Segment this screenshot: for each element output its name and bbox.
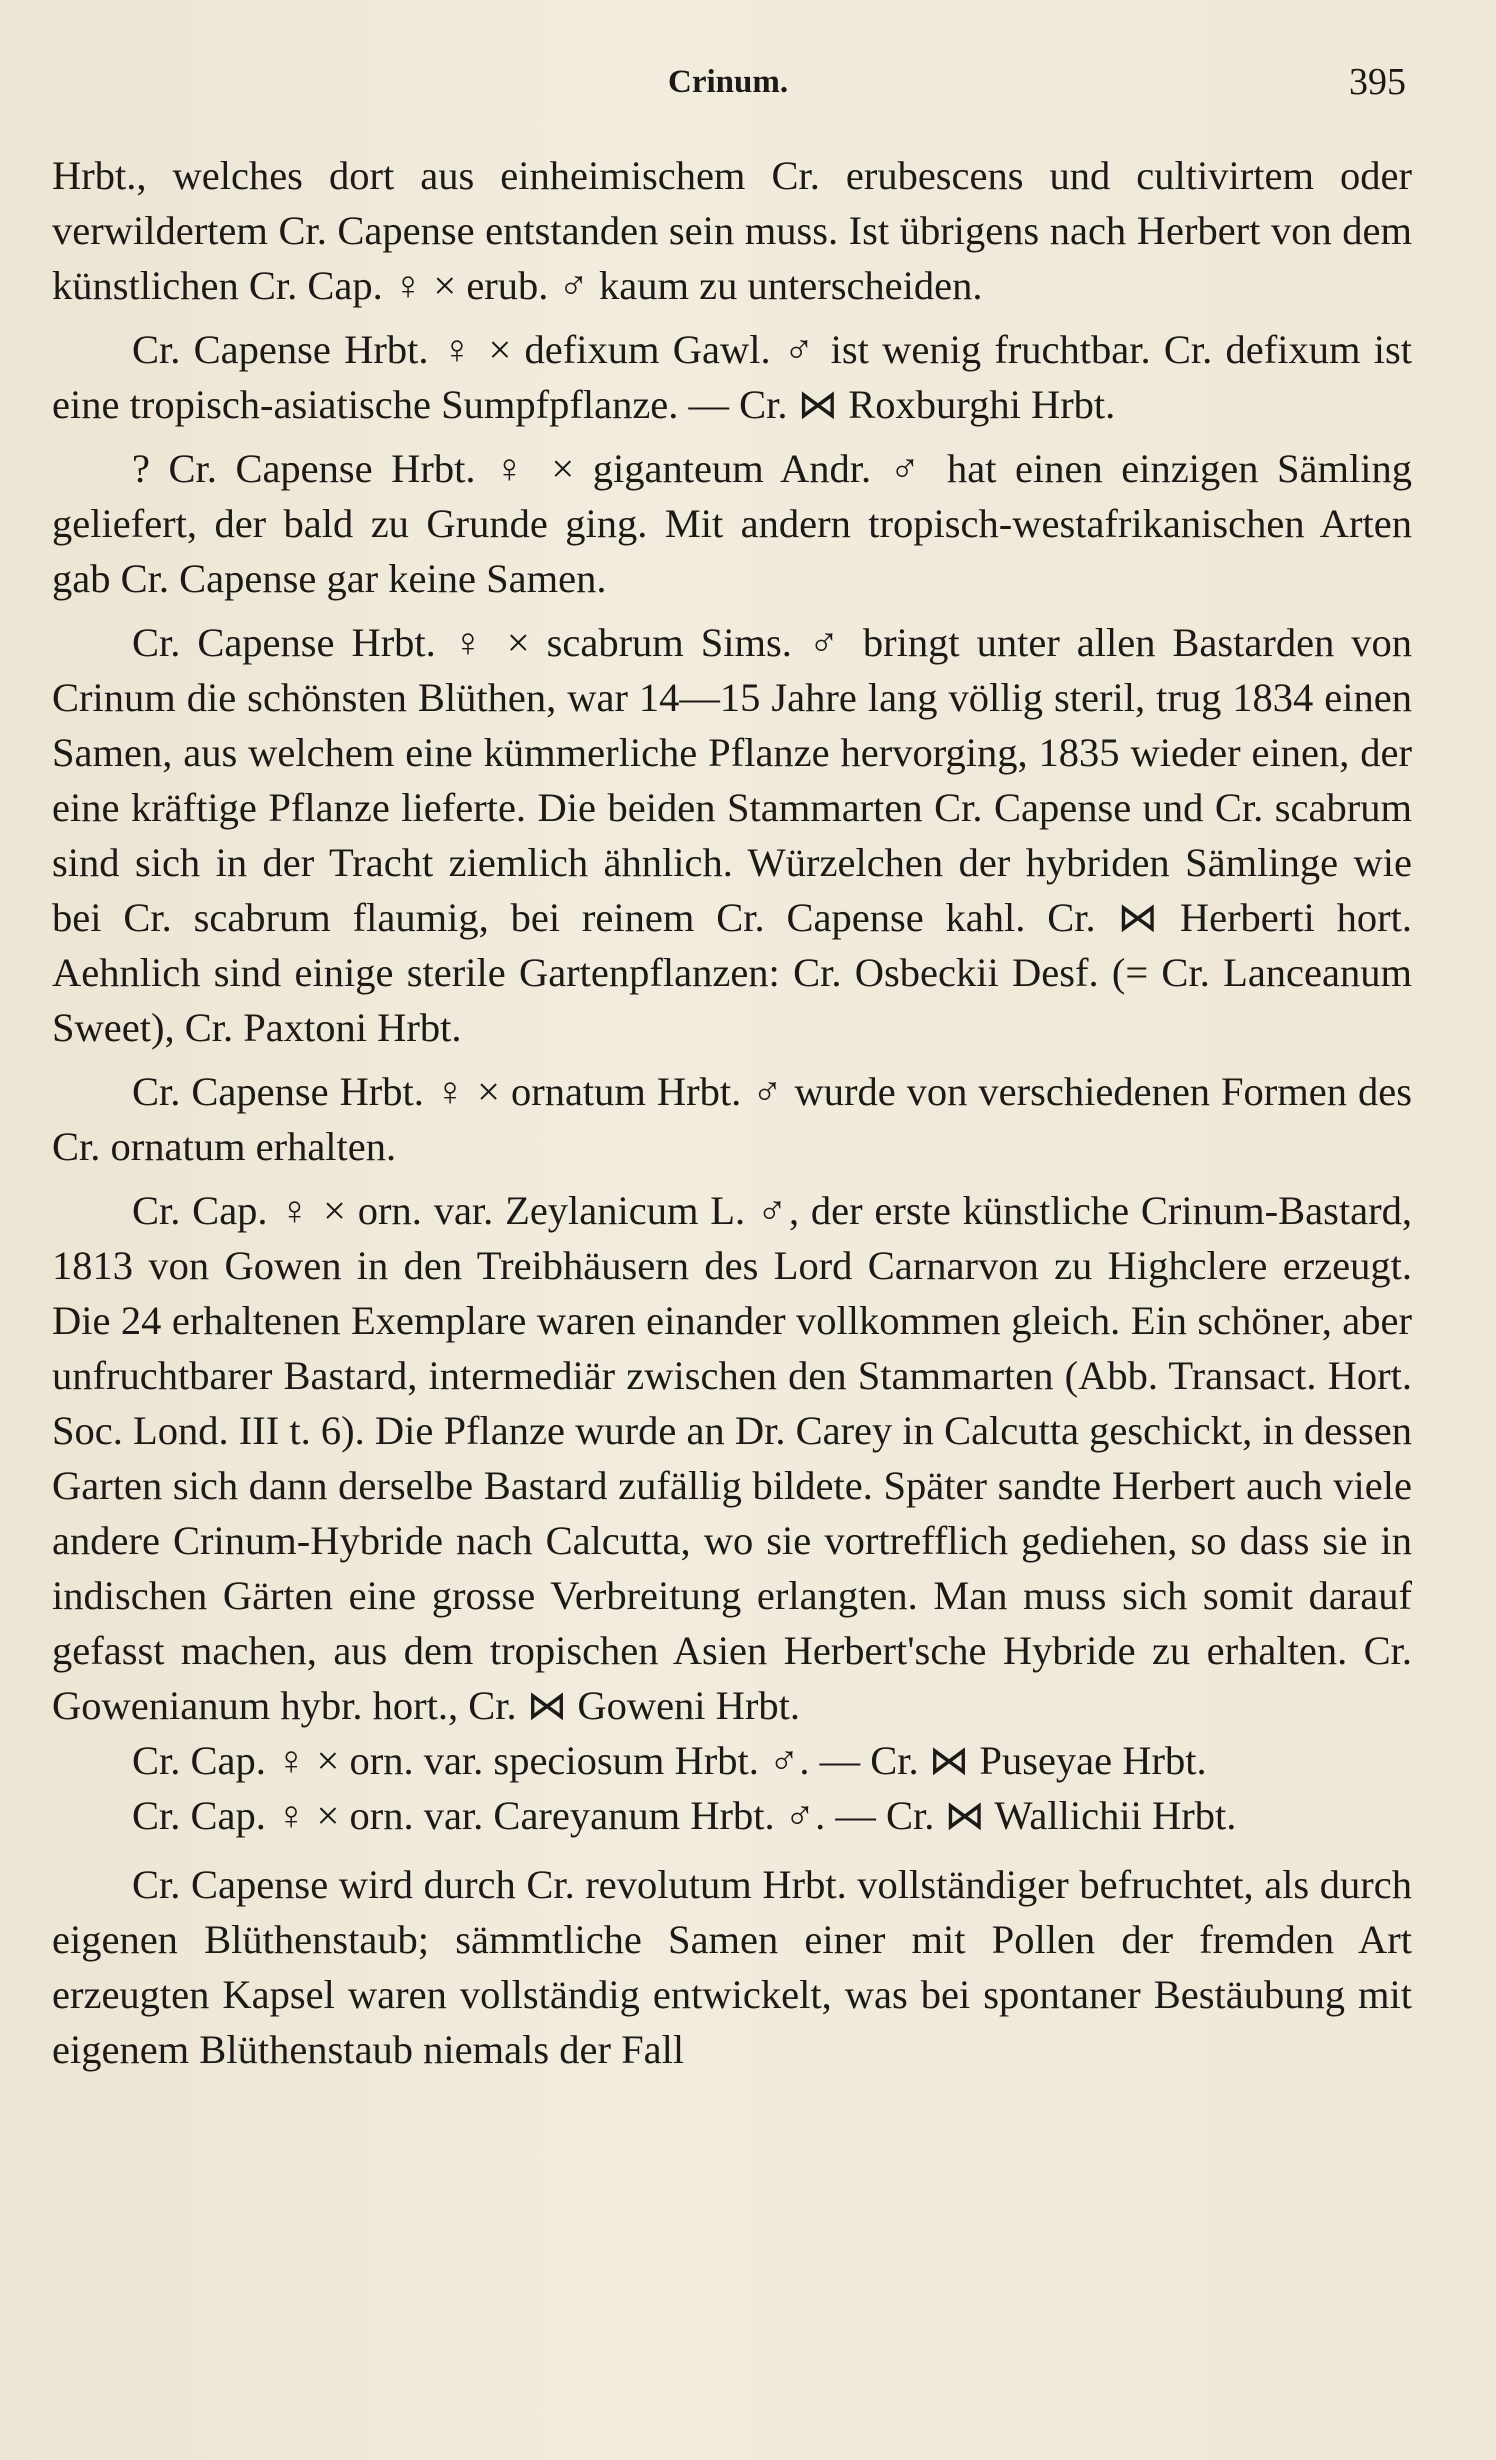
running-head-title: Crinum. <box>668 64 789 100</box>
paragraph: ? Cr. Capense Hrbt. ♀ × giganteum Andr. ♂ hat einen einzigen Sämling geliefert, der bald zu Grunde ging. Mit andern tropisch-westafrikanischen Arten gab Cr. Capense gar keine Samen. <box>52 446 1412 601</box>
paragraph: Cr. Cap. ♀ × orn. var. speciosum Hrbt. ♂. — Cr. ⋈ Puseyae Hrbt. <box>132 1738 1207 1783</box>
paragraph: Cr. Capense Hrbt. ♀ × defixum Gawl. ♂ ist wenig fruchtbar. Cr. defixum ist eine tropisch-asiatische Sumpfpflanze. — Cr. ⋈ Roxburghi Hrbt. <box>52 327 1412 427</box>
paragraph: Cr. Capense Hrbt. ♀ × ornatum Hrbt. ♂ wurde von verschiedenen Formen des Cr. ornatum erhalten. <box>52 1069 1412 1169</box>
running-head <box>0 60 1496 110</box>
page-number: 395 <box>1349 61 1406 103</box>
body-text <box>52 148 1412 2077</box>
paragraph: Cr. Capense wird durch Cr. revolutum Hrbt. vollständiger befruchtet, als durch eigenen Blüthenstaub; sämmtliche Samen einer mit Pollen der fremden Art erzeugten Kapsel waren vollständig entwickelt, was bei spontaner Bestäubung mit eigenem Blüthenstaub niemals der Fall <box>52 1862 1412 2072</box>
paragraph: Cr. Capense Hrbt. ♀ × scabrum Sims. ♂ bringt unter allen Bastarden von Crinum die schönsten Blüthen, war 14—15 Jahre lang völlig steril, trug 1834 einen Samen, aus welchem eine kümmerliche Pflanze hervorging, 1835 wieder einen, der eine kräftige Pflanze lieferte. Die beiden Stammarten Cr. Capense und Cr. scabrum sind sich in der Tracht ziemlich ähnlich. Würzelchen der hybriden Sämlinge wie bei Cr. scabrum flaumig, bei reinem Cr. Capense kahl. Cr. ⋈ Herberti hort. Aehnlich sind einige sterile Gartenpflanzen: Cr. Osbeckii Desf. (= Cr. Lanceanum Sweet), Cr. Paxtoni Hrbt. <box>52 620 1412 1050</box>
paragraph: Hrbt., welches dort aus einheimischem Cr. erubescens und cultivirtem oder verwildertem Cr. Capense entstanden sein muss. Ist übrigens nach Herbert von dem künstlichen Cr. Cap. ♀ × erub. ♂ kaum zu unterscheiden. <box>52 153 1412 308</box>
paragraph: Cr. Cap. ♀ × orn. var. Zeylanicum L. ♂, der erste künstliche Crinum-Bastard, 1813 von Gowen in den Treibhäusern des Lord Carnarvon zu Highclere erzeugt. Die 24 erhaltenen Exemplare waren einander vollkommen gleich. Ein schöner, aber unfruchtbarer Bastard, intermediär zwischen den Stammarten (Abb. Transact. Hort. Soc. Lond. III t. 6). Die Pflanze wurde an Dr. Carey in Calcutta geschickt, in dessen Garten sich dann derselbe Bastard zufällig bildete. Später sandte Herbert auch viele andere Crinum-Hybride nach Calcutta, wo sie vortrefflich gediehen, so dass sie in indischen Gärten eine grosse Verbreitung erlangten. Man muss sich somit darauf gefasst machen, aus dem tropischen Asien Herbert'sche Hybride zu erhalten. Cr. Gowenianum hybr. hort., Cr. ⋈ Goweni Hrbt. <box>52 1188 1412 1728</box>
paragraph: Cr. Cap. ♀ × orn. var. Careyanum Hrbt. ♂. — Cr. ⋈ Wallichii Hrbt. <box>132 1793 1237 1838</box>
